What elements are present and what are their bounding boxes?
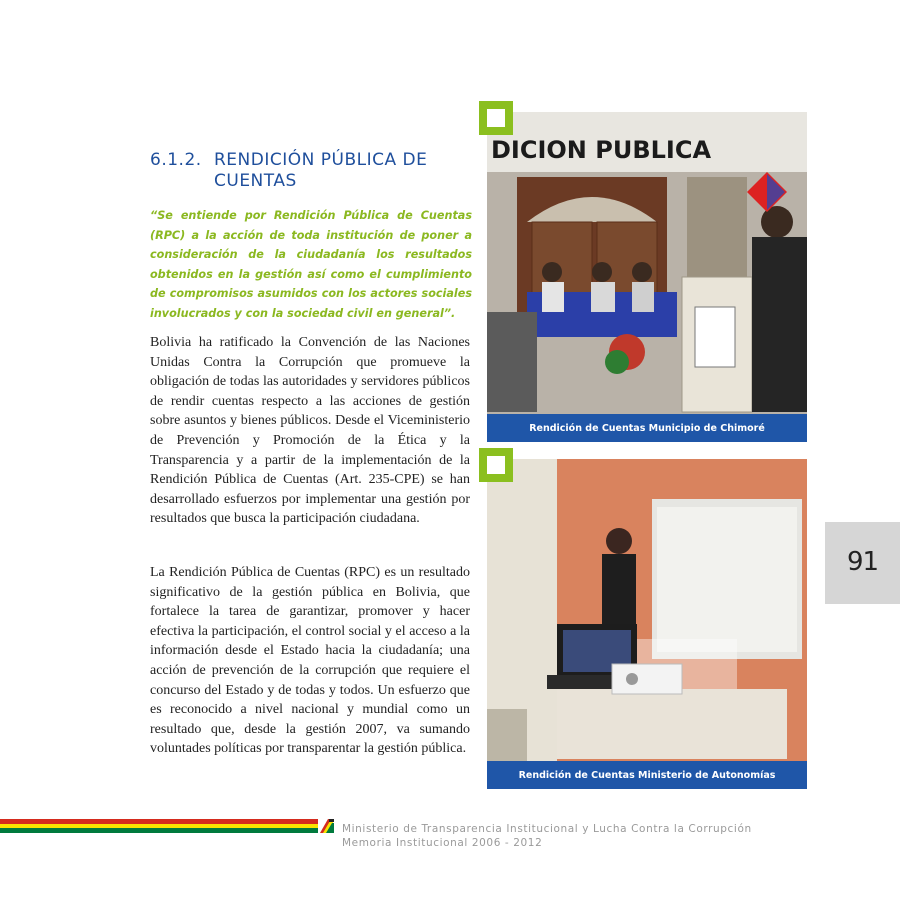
photo-caption-chimore: Rendición de Cuentas Municipio de Chimoré: [487, 414, 807, 442]
definition-quote: “Se entiende por Rendición Pública de Cuentas (RPC) a la acción de toda institución de poner a consideración de la ciudadanía los resultados obtenidos en la gestión así como el cumplimiento de compromisos asumidos con los actores sociales involucrados y con la sociedad civil en general”.: [150, 209, 472, 320]
flag-badge-icon: [320, 819, 334, 833]
footer-memoria: Memoria Institucional 2006 - 2012: [342, 837, 543, 849]
section-title: RENDICIÓN PÚBLICA DE CUENTAS: [214, 150, 428, 191]
section-number: 6.1.2.: [150, 150, 202, 170]
page-number: 91: [846, 547, 879, 577]
photo-banner-text: DICION PUBLICA: [491, 136, 712, 164]
photo-autonomias-illustration: [487, 459, 807, 789]
footer: [342, 822, 862, 850]
accent-square-icon: [479, 448, 513, 482]
photo-autonomias: [487, 459, 807, 789]
footer-ministry: Ministerio de Transparencia Institucional y Lucha Contra la Corrupción: [342, 823, 752, 835]
page-number-tab: [825, 522, 900, 604]
photo-chimore: [487, 112, 807, 442]
photo-caption-autonomias: Rendición de Cuentas Ministerio de Autonomías: [487, 761, 807, 789]
photo-chimore-illustration: [487, 112, 807, 442]
body-paragraph-1: Bolivia ha ratificado la Convención de las Naciones Unidas Contra la Corrupción que promueve la obligación de todas las autoridades y servidores públicos de rendir cuentas respecto a las acciones de gestión sobre asuntos y bienes públicos. Desde el Viceministerio de Prevención y Promoción de la Ética y la Transparencia y a partir de la implementación de la Rendición Pública de Cuentas (Art. 235-CPE) se han desarrollado esfuerzos por implementar una gestión por resultados que busca la participación ciudadana.: [150, 335, 470, 527]
bolivian-flag-stripes: [0, 819, 318, 833]
body-paragraph-2: La Rendición Pública de Cuentas (RPC) es un resultado significativo de la gestión pública en Bolivia, que fortalece la tarea de garantizar, promover y hacer efectiva la participación, el control social y el acceso a la información desde el Estado hacia la ciudadanía; una acción de prevención de la corrupción que requiere el concurso del Estado y de todas y todos. Un esfuerzo que es reconocido a nivel nacional y mundial como un resultado que, desde la gestión 2007, va sumando voluntades políticas por transparentar la gestión pública.: [150, 565, 470, 757]
accent-square-icon: [479, 101, 513, 135]
